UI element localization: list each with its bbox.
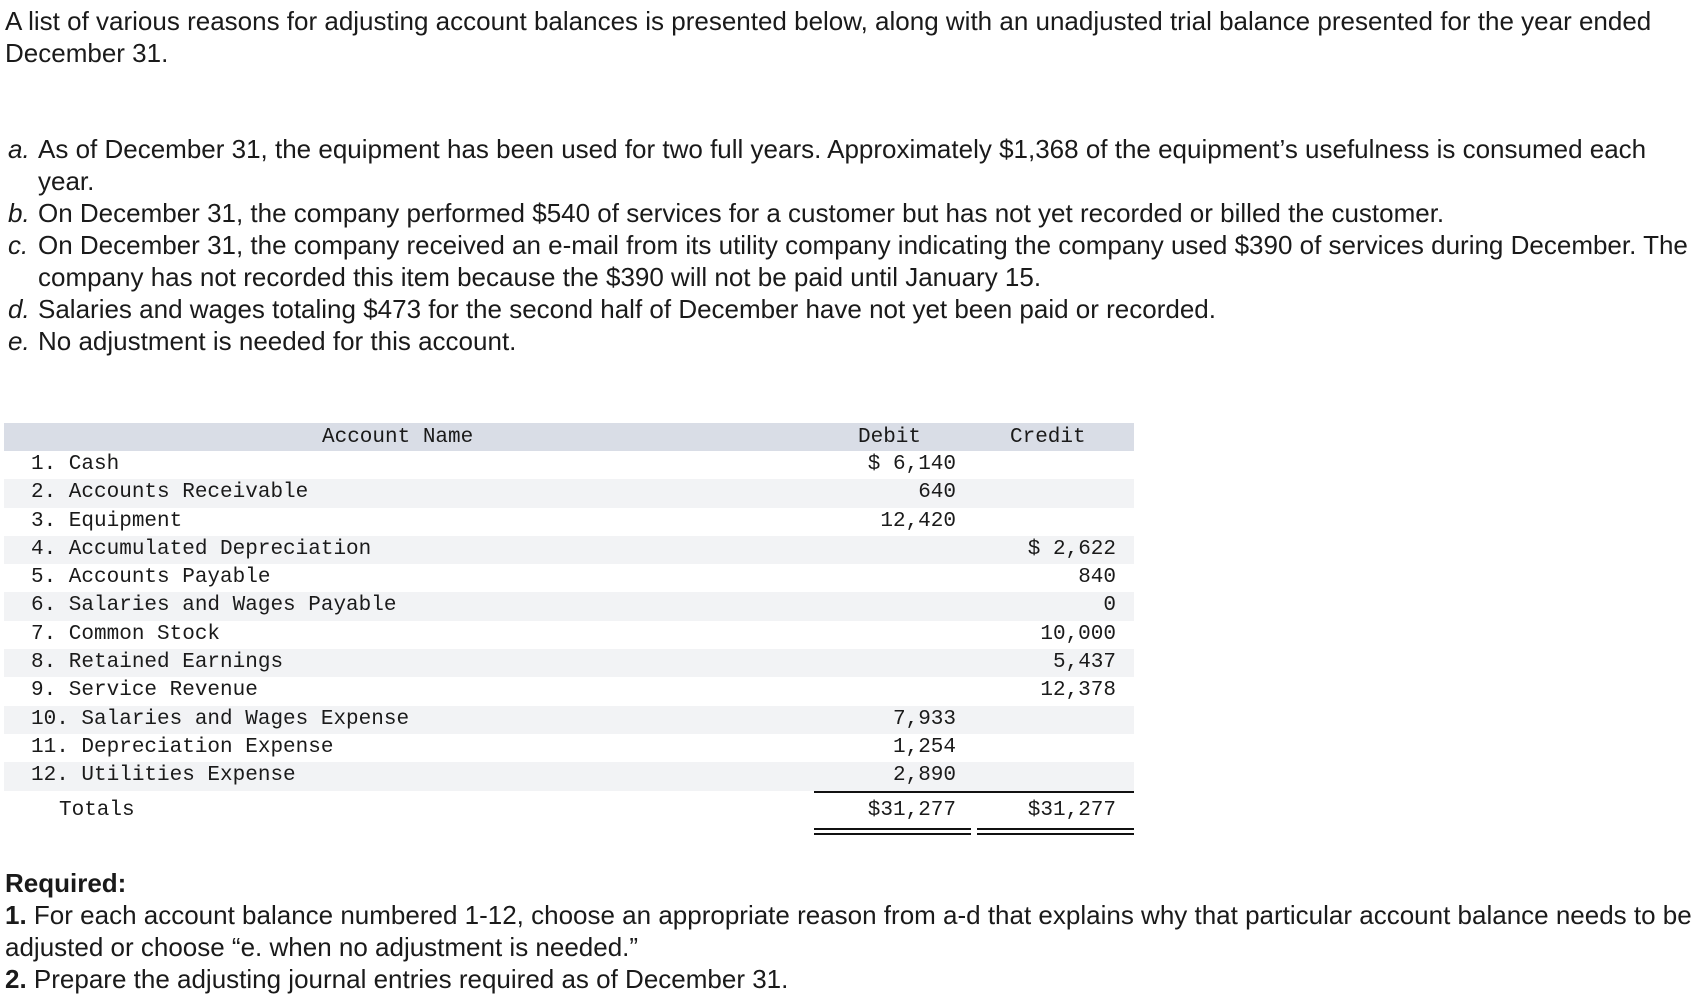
table-row (4, 592, 1134, 620)
reason-b (5, 197, 1695, 229)
table-row (4, 564, 1134, 592)
required-item-number: 1. (5, 900, 27, 930)
table-row (4, 621, 1134, 649)
credit-value: 840 (1078, 566, 1116, 590)
account-name: 7. Common Stock (31, 622, 221, 646)
debit-value: 640 (918, 481, 956, 505)
debit-value: 1,254 (892, 735, 956, 759)
debit-value: 12,420 (880, 509, 956, 533)
table-row (4, 677, 1134, 705)
header-account-name: Account Name (322, 426, 474, 449)
account-name: 10. Salaries and Wages Expense (31, 707, 410, 731)
debit-value: 2,890 (892, 764, 956, 788)
required-item-text: For each account balance numbered 1-12, choose an appropriate reason from a-d that explains why that particular account balance needs to be adjusted or choose “e. when no adjustment is needed.” (5, 900, 1692, 962)
table-row (4, 508, 1134, 536)
account-name: 3. Equipment (31, 509, 183, 533)
reason-e (5, 325, 1695, 357)
table-row (4, 734, 1134, 762)
table-row (4, 536, 1134, 564)
reason-letter: c. (8, 230, 29, 260)
reasons-list (5, 133, 1695, 357)
totals-row (4, 791, 1134, 831)
reason-letter: e. (8, 326, 30, 356)
required-item-2 (5, 963, 1700, 995)
credit-value: 5,437 (1052, 651, 1116, 675)
reason-letter: d. (8, 294, 30, 324)
reason-letter: b. (8, 198, 30, 228)
debit-double-rule (814, 828, 971, 835)
credit-double-rule (977, 828, 1134, 835)
debit-value: 7,933 (892, 707, 956, 731)
reason-a (5, 133, 1695, 197)
account-name: 9. Service Revenue (31, 679, 258, 703)
account-name: 2. Accounts Receivable (31, 481, 309, 505)
reason-text: On December 31, the company received an e-mail from its utility company indicating the company used $390 of services during December. The company has not recorded this item because the $390 will not be paid until January 15. (38, 230, 1688, 292)
reason-text: On December 31, the company performed $540 of services for a customer but has not yet recorded or billed the customer. (38, 198, 1445, 228)
header-credit: Credit (1010, 426, 1086, 449)
table-row (4, 706, 1134, 734)
table-header (4, 423, 1134, 451)
account-name: 8. Retained Earnings (31, 651, 284, 675)
credit-value: $ 2,622 (1027, 537, 1116, 561)
table-row (4, 479, 1134, 507)
account-name: 12. Utilities Expense (31, 764, 296, 788)
required-heading: Required: (5, 868, 127, 898)
table-row (4, 762, 1134, 790)
debit-value: $ 6,140 (867, 453, 956, 476)
credit-value: 0 (1103, 594, 1116, 618)
required-item-text: Prepare the adjusting journal entries required as of December 31. (33, 964, 789, 994)
required-item-number: 2. (5, 964, 27, 994)
reason-text: No adjustment is needed for this account. (38, 326, 517, 356)
totals-debit: $31,277 (867, 798, 956, 822)
table-row (4, 451, 1134, 479)
credit-value: 12,378 (1040, 679, 1116, 703)
required-section (5, 867, 1700, 995)
reason-text: As of December 31, the equipment has been used for two full years. Approximately $1,368 of the equipment’s usefulness is consumed each year. (38, 134, 1647, 196)
totals-credit: $31,277 (1027, 798, 1116, 822)
totals-top-rule (814, 791, 1134, 793)
account-name: 5. Accounts Payable (31, 566, 271, 590)
account-name: 6. Salaries and Wages Payable (31, 594, 397, 618)
trial-balance-table (4, 423, 1134, 831)
totals-label: Totals (59, 798, 135, 822)
reason-d (5, 293, 1695, 325)
account-name: 11. Depreciation Expense (31, 735, 334, 759)
reason-c (5, 229, 1695, 293)
header-debit: Debit (858, 426, 922, 449)
credit-value: 10,000 (1040, 622, 1116, 646)
required-item-1 (5, 899, 1700, 963)
account-name: 4. Accumulated Depreciation (31, 537, 372, 561)
reason-letter: a. (8, 134, 30, 164)
reason-text: Salaries and wages totaling $473 for the second half of December have not yet been paid or recorded. (38, 294, 1216, 324)
account-name: 1. Cash (31, 453, 120, 476)
intro-paragraph: A list of various reasons for adjusting account balances is presented below, along with an unadjusted trial balance presented for the year ended December 31. (5, 6, 1652, 68)
table-row (4, 649, 1134, 677)
